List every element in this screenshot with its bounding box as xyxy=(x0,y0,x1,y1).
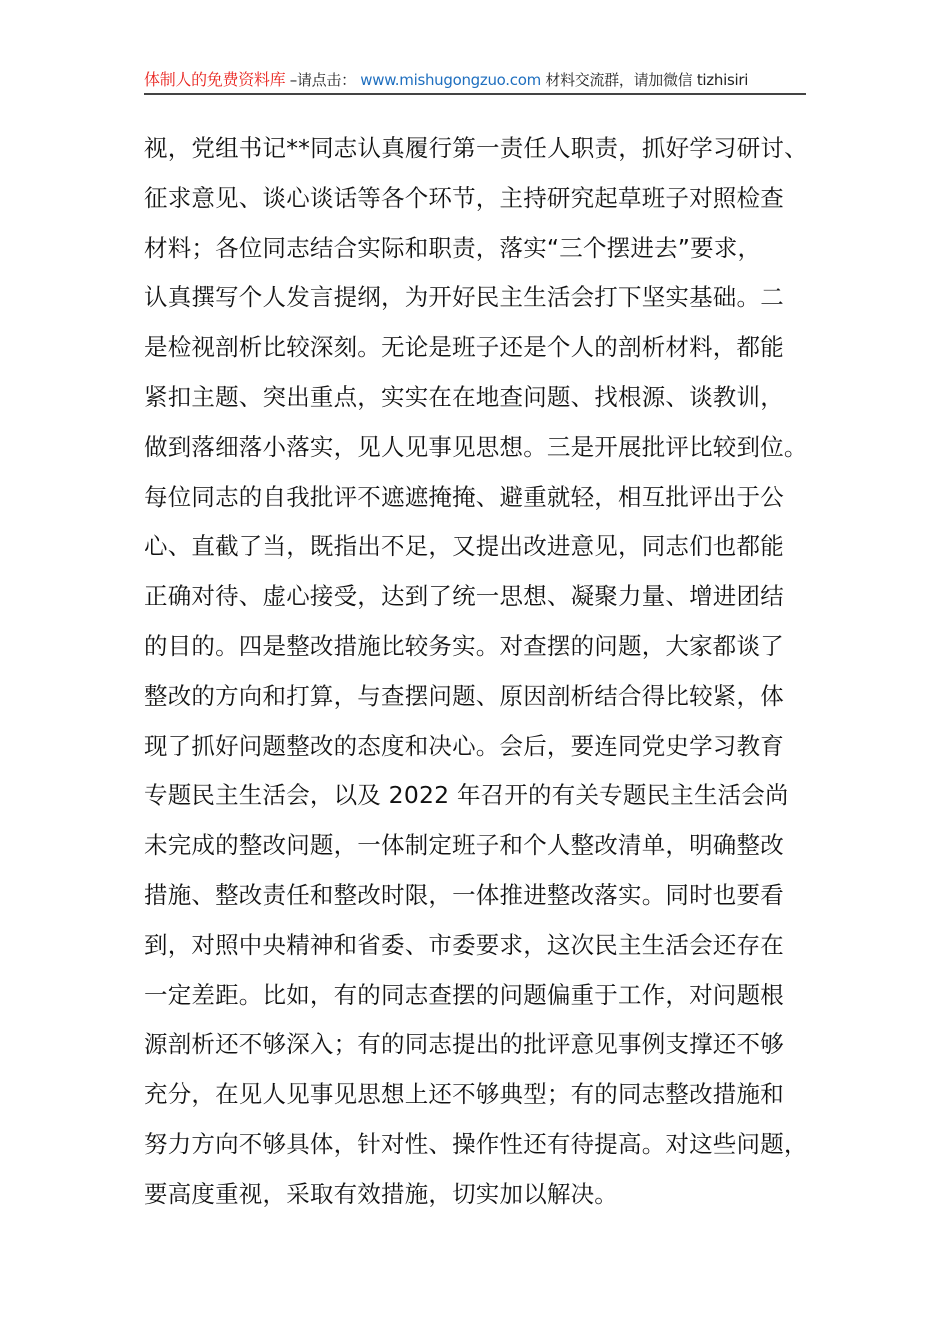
text-line: 做到落细落小落实，见人见事见思想。三是开展批评比较到位。 xyxy=(144,432,808,461)
page-header xyxy=(144,68,806,95)
text-line: 是检视剖析比较深刻。无论是班子还是个人的剖析材料，都能 xyxy=(144,333,784,362)
text-line: 充分，在见人见事见思想上还不够典型；有的同志整改措施和 xyxy=(144,1080,784,1109)
text-line: 紧扣主题、突出重点，实实在在地查问题、找根源、谈教训， xyxy=(144,382,784,411)
text-line: 视，党组书记**同志认真履行第一责任人职责，抓好学习研讨、 xyxy=(144,134,808,162)
header-suffix: 材料交流群，请加微信 tizhisiri xyxy=(545,71,749,89)
header-prompt: –请点击： xyxy=(289,71,356,89)
text-line: 一定差距。比如，有的同志查摆的问题偏重于工作，对问题根 xyxy=(144,980,784,1009)
text-line: 的目的。四是整改措施比较务实。对查摆的问题，大家都谈了 xyxy=(144,631,784,660)
text-line: 心、直截了当，既指出不足，又提出改进意见，同志们也都能 xyxy=(144,532,784,561)
text-line: 现了抓好问题整改的态度和决心。会后，要连同党史学习教育 xyxy=(144,731,784,760)
header-url-link[interactable]: www.mishugongzuo.com xyxy=(360,71,541,89)
text-line: 每位同志的自我批评不遮遮掩掩、避重就轻，相互批评出于公 xyxy=(144,482,784,511)
text-line: 正确对待、虚心接受，达到了统一思想、凝聚力量、增进团结 xyxy=(144,582,784,611)
text-line: 努力方向不够具体，针对性、操作性还有待提高。对这些问题， xyxy=(144,1129,808,1158)
text-line: 到，对照中央精神和省委、市委要求，这次民主生活会还存在 xyxy=(144,930,784,959)
text-line: 未完成的整改问题，一体制定班子和个人整改清单，明确整改 xyxy=(144,831,784,860)
document-body xyxy=(144,128,844,1224)
text-line: 整改的方向和打算，与查摆问题、原因剖析结合得比较紧，体 xyxy=(144,681,784,710)
text-line: 措施、整改责任和整改时限，一体推进整改落实。同时也要看 xyxy=(144,880,784,909)
text-line: 材料；各位同志结合实际和职责，落实“三个摆进去”要求， xyxy=(144,233,762,262)
header-brand: 体制人的免费资料库 xyxy=(144,70,286,89)
text-line: 认真撰写个人发言提纲，为开好民主生活会打下坚实基础。二 xyxy=(144,283,784,312)
text-line: 征求意见、谈心谈话等各个环节，主持研究起草班子对照检查 xyxy=(144,183,784,212)
text-line: 源剖析还不够深入；有的同志提出的批评意见事例支撑还不够 xyxy=(144,1030,784,1059)
text-line: 要高度重视，采取有效措施，切实加以解决。 xyxy=(144,1179,618,1208)
text-line: 专题民主生活会，以及 2022 年召开的有关专题民主生活会尚 xyxy=(144,781,789,810)
